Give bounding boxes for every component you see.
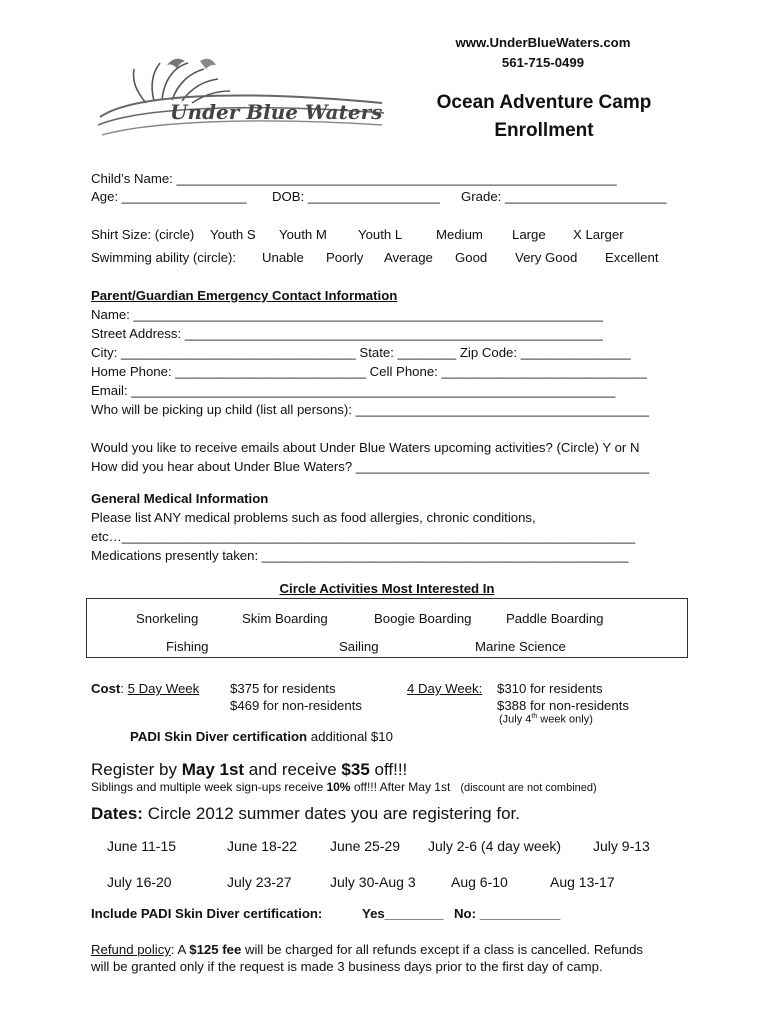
four-day-resident-price: $310 for residents bbox=[497, 681, 603, 696]
parent-section-heading: Parent/Guardian Emergency Contact Information bbox=[91, 288, 398, 303]
date-option[interactable]: Aug 13-17 bbox=[550, 874, 615, 890]
shirt-option[interactable]: Youth S bbox=[210, 227, 256, 242]
dob-field[interactable]: DOB: __________________ bbox=[272, 189, 440, 204]
dates-heading: Dates: Circle 2012 summer dates you are registering for. bbox=[91, 804, 520, 823]
shirt-option[interactable]: X Larger bbox=[573, 227, 624, 242]
activity-option[interactable]: Marine Science bbox=[475, 639, 566, 654]
date-option[interactable]: July 2-6 (4 day week) bbox=[428, 838, 562, 854]
medical-problems-field[interactable]: etc…______________________________________________________________________ bbox=[91, 529, 636, 544]
city-state-zip-field[interactable]: City: ________________________________ State: ________ Zip Code: _______________ bbox=[91, 345, 631, 360]
refund-policy-line2: will be granted only if the request is made 3 business days prior to the first day of camp. bbox=[91, 959, 603, 974]
swim-option[interactable]: Average bbox=[384, 250, 433, 265]
date-option[interactable]: July 9-13 bbox=[593, 838, 650, 854]
swimming-ability-label: Swimming ability (circle): bbox=[91, 250, 237, 265]
shirt-option[interactable]: Large bbox=[512, 227, 546, 242]
swim-option[interactable]: Poorly bbox=[326, 250, 364, 265]
grade-field[interactable]: Grade: ______________________ bbox=[461, 189, 667, 204]
swim-option[interactable]: Very Good bbox=[515, 250, 578, 265]
sibling-discount: Siblings and multiple week sign-ups receive 10% off!!! After May 1st (discount are not combined) bbox=[91, 780, 597, 794]
website-url: www.UnderBlueWaters.com bbox=[455, 35, 631, 50]
four-day-nonresident-price: $388 for non-residents bbox=[497, 698, 629, 713]
date-option[interactable]: June 11-15 bbox=[107, 838, 177, 854]
swim-option[interactable]: Unable bbox=[262, 250, 304, 265]
page-title: Ocean Adventure Camp bbox=[436, 92, 652, 113]
activity-option[interactable]: Snorkeling bbox=[136, 611, 199, 626]
date-option[interactable]: June 18-22 bbox=[227, 838, 298, 854]
activity-option[interactable]: Boogie Boarding bbox=[374, 611, 472, 626]
date-option[interactable]: July 30-Aug 3 bbox=[330, 874, 416, 890]
swim-option[interactable]: Excellent bbox=[605, 250, 659, 265]
four-day-note: (July 4th week only) bbox=[499, 713, 593, 726]
medications-field[interactable]: Medications presently taken: __________________________________________________ bbox=[91, 548, 629, 563]
medical-problems-label: Please list ANY medical problems such as food allergies, chronic conditions, bbox=[91, 510, 536, 525]
age-field[interactable]: Age: _________________ bbox=[91, 189, 247, 204]
activity-option[interactable]: Sailing bbox=[339, 639, 379, 654]
date-option[interactable]: June 25-29 bbox=[330, 838, 401, 854]
under-blue-waters-logo bbox=[92, 55, 392, 147]
activity-option[interactable]: Skim Boarding bbox=[242, 611, 328, 626]
activity-option[interactable]: Fishing bbox=[166, 639, 209, 654]
parent-name-field[interactable]: Name: ________________________________________________________________ bbox=[91, 307, 603, 322]
page-subtitle: Enrollment bbox=[494, 120, 594, 141]
shirt-size-label: Shirt Size: (circle) bbox=[91, 227, 195, 242]
swim-option[interactable]: Good bbox=[455, 250, 488, 265]
medical-section-heading: General Medical Information bbox=[91, 491, 269, 506]
padi-include-label: Include PADI Skin Diver certification: bbox=[91, 906, 323, 921]
street-address-field[interactable]: Street Address: _________________________________________________________ bbox=[91, 326, 603, 341]
shirt-option[interactable]: Youth L bbox=[358, 227, 403, 242]
refund-policy: Refund policy: A $125 fee will be charged for all refunds except if a class is cancelled. Refunds bbox=[91, 942, 644, 957]
logo-text: Under Blue Waters bbox=[170, 100, 383, 124]
childs-name-field[interactable]: Child’s Name: ____________________________________________________________ bbox=[91, 171, 617, 186]
padi-cost: PADI Skin Diver certification additional $10 bbox=[130, 729, 393, 744]
five-day-resident-price: $375 for residents bbox=[230, 681, 336, 696]
shirt-option[interactable]: Youth M bbox=[279, 227, 327, 242]
pickup-persons-field[interactable]: Who will be picking up child (list all persons): ________________________________________ bbox=[91, 402, 649, 417]
five-day-nonresident-price: $469 for non-residents bbox=[230, 698, 362, 713]
email-field[interactable]: Email: __________________________________________________________________ bbox=[91, 383, 616, 398]
padi-yes-field[interactable]: Yes________ bbox=[362, 906, 444, 921]
date-option[interactable]: July 23-27 bbox=[227, 874, 292, 890]
activity-option[interactable]: Paddle Boarding bbox=[506, 611, 604, 626]
activities-heading: Circle Activities Most Interested In bbox=[279, 581, 495, 596]
date-option[interactable]: July 16-20 bbox=[107, 874, 172, 890]
emails-question[interactable]: Would you like to receive emails about Under Blue Waters upcoming activities? (Circle) Y or N bbox=[91, 440, 640, 455]
referral-question[interactable]: How did you hear about Under Blue Waters? ________________________________________ bbox=[91, 459, 650, 474]
phone-number: 561-715-0499 bbox=[501, 55, 585, 70]
cost-five-day: Cost: 5 Day Week bbox=[91, 681, 200, 696]
date-option[interactable]: Aug 6-10 bbox=[451, 874, 508, 890]
register-deadline: Register by May 1st and receive $35 off!!! bbox=[91, 760, 408, 779]
phone-fields[interactable]: Home Phone: __________________________ Cell Phone: ____________________________ bbox=[91, 364, 647, 379]
shirt-option[interactable]: Medium bbox=[436, 227, 483, 242]
four-day-label: 4 Day Week: bbox=[407, 681, 483, 696]
padi-no-field[interactable]: No: ___________ bbox=[454, 906, 561, 921]
